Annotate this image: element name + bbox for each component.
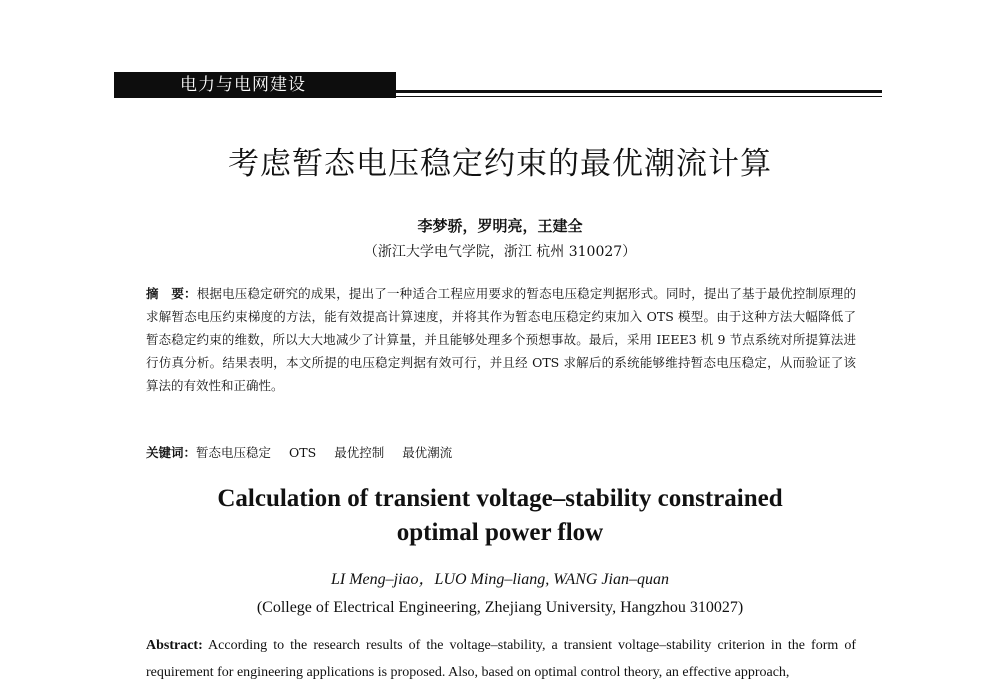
english-authors: LI Meng–jiao，LUO Ming–liang, WANG Jian–quan: [331, 571, 669, 588]
chinese-abstract-text: 根据电压稳定研究的成果，提出了一种适合工程应用要求的暂态电压稳定判据形式。同时，提出了基于最优控制原理的求解暂态电压约束梯度的方法，能有效提高计算速度，并将其作为暂态电压稳定约束加入 OTS 模型。由于这种方法大幅降低了暂态稳定约束的维数，所以大大地减少了计算量，并且能够处理多个预想事故。最后，采用 IEEE3 机 9 节点系统对所提算法进行仿真分析。结果表明，本文所提的电压稳定判据有效可行，并且经 OTS 求解后的系统能够维持暂态电压稳定，从而验证了该算法的有效性和正确性。: [146, 286, 856, 393]
keyword: 暂态电压稳定: [196, 445, 272, 460]
keyword: OTS: [289, 445, 317, 460]
english-title-line-1: Calculation of transient voltage–stability constrained: [217, 485, 783, 512]
keyword: 最优潮流: [402, 445, 453, 460]
english-title: [0, 482, 1000, 550]
english-abstract: [146, 632, 856, 686]
keyword: 最优控制: [334, 445, 385, 460]
header-rule-thick: [396, 90, 882, 93]
chinese-keywords: [146, 443, 856, 463]
english-abstract-text: According to the research results of the voltage–stability, a transient voltage–stability criterion in the form of requirement for engineering applications is proposed. Also, based on optimal control theory, an effective approach,: [146, 638, 856, 680]
chinese-title: 考虑暂态电压稳定约束的最优潮流计算: [228, 146, 772, 182]
chinese-abstract-label: 摘 要：: [146, 286, 197, 301]
section-header-label: 电力与电网建设: [180, 75, 306, 95]
header-rule-thin: [396, 96, 882, 97]
english-title-line-2: optimal power flow: [396, 519, 604, 546]
english-affiliation: (College of Electrical Engineering, Zhejiang University, Hangzhou 310027): [256, 599, 744, 616]
chinese-authors: 李梦骄，罗明亮，王建全: [417, 217, 583, 235]
chinese-affiliation: （浙江大学电气学院，浙江 杭州 310027）: [363, 244, 637, 260]
english-abstract-label: Abstract:: [146, 638, 203, 653]
chinese-keywords-label: 关键词：: [146, 445, 197, 460]
chinese-abstract: [146, 282, 856, 397]
